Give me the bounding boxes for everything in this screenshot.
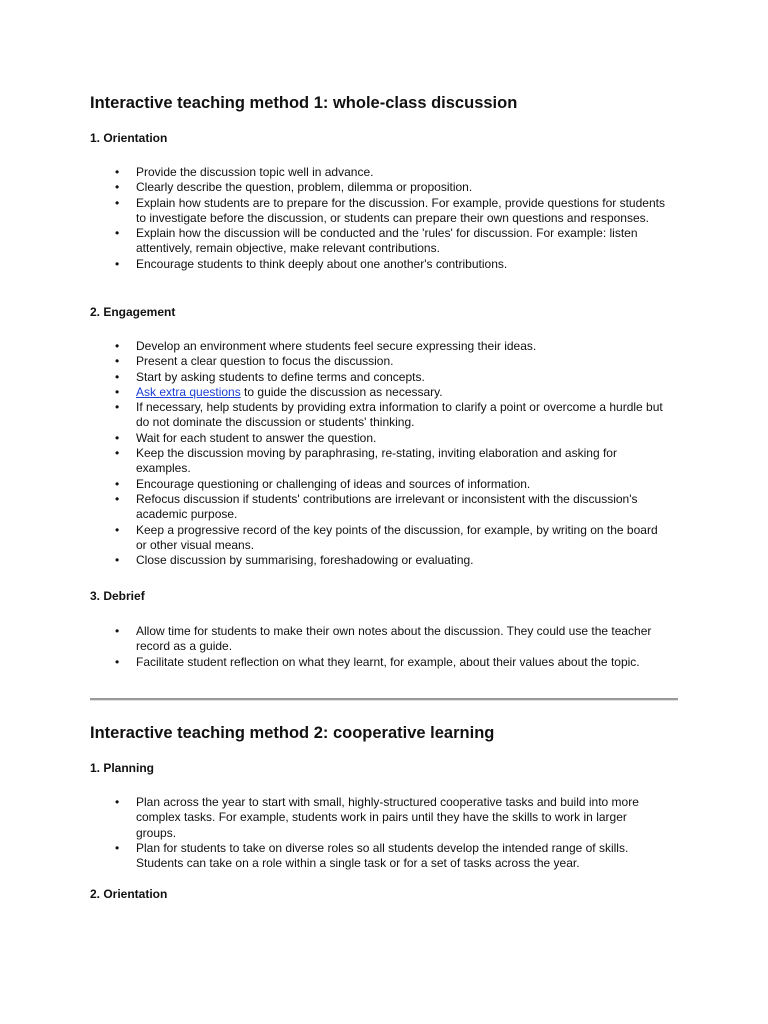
bullet-icon: • <box>115 840 120 855</box>
list-item: • Encourage students to think deeply about one another's contributions. <box>115 256 508 271</box>
section-divider <box>90 698 678 701</box>
list-item: • Clearly describe the question, problem, dilemma or proposition. <box>115 180 473 195</box>
method1-title: Interactive teaching method 1: whole-class discussion <box>90 94 518 112</box>
list-item: • Refocus discussion if students' contributions are irrelevant or inconsistent with the discussion's academic purpose. <box>115 491 638 522</box>
bullet-icon: • <box>115 476 120 491</box>
bullet-icon: • <box>115 195 120 210</box>
list-item: • Ask extra questions to guide the discussion as necessary. <box>115 384 443 399</box>
list-item: • Allow time for students to make their own notes about the discussion. They could use the teacher record as a guide. <box>115 624 652 654</box>
bullet-icon: • <box>115 384 120 399</box>
bullet-icon: • <box>115 491 120 506</box>
bullet-icon: • <box>115 180 120 195</box>
bullet-icon: • <box>115 226 120 241</box>
method1-section3-heading: 3. Debrief <box>90 589 145 603</box>
list-item: • Present a clear question to focus the discussion. <box>115 354 394 369</box>
list-item: • Start by asking students to define terms and concepts. <box>115 369 425 384</box>
method1-section2-heading: 2. Engagement <box>90 305 176 319</box>
list-item: • Explain how the discussion will be conducted and the 'rules' for discussion. For example: listen attentively, remain objective, make relevant contributions. <box>115 226 638 256</box>
list-item: • Plan across the year to start with small, highly-structured cooperative tasks and build into more complex tasks. For example, students work in pairs until they have the skills to work in larger groups. <box>115 795 639 840</box>
bullet-icon: • <box>115 553 120 568</box>
ask-extra-questions-link[interactable]: Ask extra questions <box>136 384 241 399</box>
method1-section1-heading: 1. Orientation <box>90 131 168 145</box>
method1-section1-list <box>0 165 768 272</box>
bullet-icon: • <box>115 369 120 384</box>
bullet-icon: • <box>115 624 120 638</box>
bullet-icon: • <box>115 654 120 669</box>
method2-section2-heading: 2. Orientation <box>90 887 168 901</box>
bullet-icon: • <box>115 795 120 809</box>
list-item: • Encourage questioning or challenging of ideas and sources of information. <box>115 476 531 491</box>
list-item: • Keep the discussion moving by paraphrasing, re-stating, inviting elaboration and asking for examples. <box>115 446 617 476</box>
bullet-icon: • <box>115 165 120 179</box>
method2-section1-heading: 1. Planning <box>90 761 155 775</box>
bullet-icon: • <box>115 522 120 537</box>
bullet-icon: • <box>115 354 120 369</box>
list-item: • Explain how students are to prepare for the discussion. For example, provide questions for students to investigate before the discussion, or students can prepare their own questions and responses. <box>115 195 665 225</box>
bullet-icon: • <box>115 339 120 353</box>
bullet-icon: • <box>115 430 120 445</box>
list-item: • Close discussion by summarising, foreshadowing or evaluating. <box>115 553 474 568</box>
list-item: • If necessary, help students by providing extra information to clarify a point or overcome a hurdle but do not dominate the discussion or students' thinking. <box>115 400 663 430</box>
list-item: • Provide the discussion topic well in advance. <box>115 165 374 179</box>
list-item: • Wait for each student to answer the question. <box>115 430 377 445</box>
list-item: • Facilitate student reflection on what they learnt, for example, about their values about the topic. <box>115 654 640 669</box>
method1-section2-list <box>0 339 768 568</box>
method1-section3-list <box>0 624 768 670</box>
list-item: • Keep a progressive record of the key points of the discussion, for example, by writing on the board or other visual means. <box>115 522 658 552</box>
bullet-icon: • <box>115 446 120 461</box>
method2-section1-list <box>0 795 768 871</box>
bullet-icon: • <box>115 400 120 415</box>
list-item: • Plan for students to take on diverse roles so all students develop the intended range of skills. Students can take on a role within a single task or for a set of tasks across the year. <box>115 840 629 871</box>
bullet-icon: • <box>115 256 120 271</box>
list-item: • Develop an environment where students feel secure expressing their ideas. <box>115 339 537 353</box>
method2-title: Interactive teaching method 2: cooperative learning <box>90 724 495 742</box>
